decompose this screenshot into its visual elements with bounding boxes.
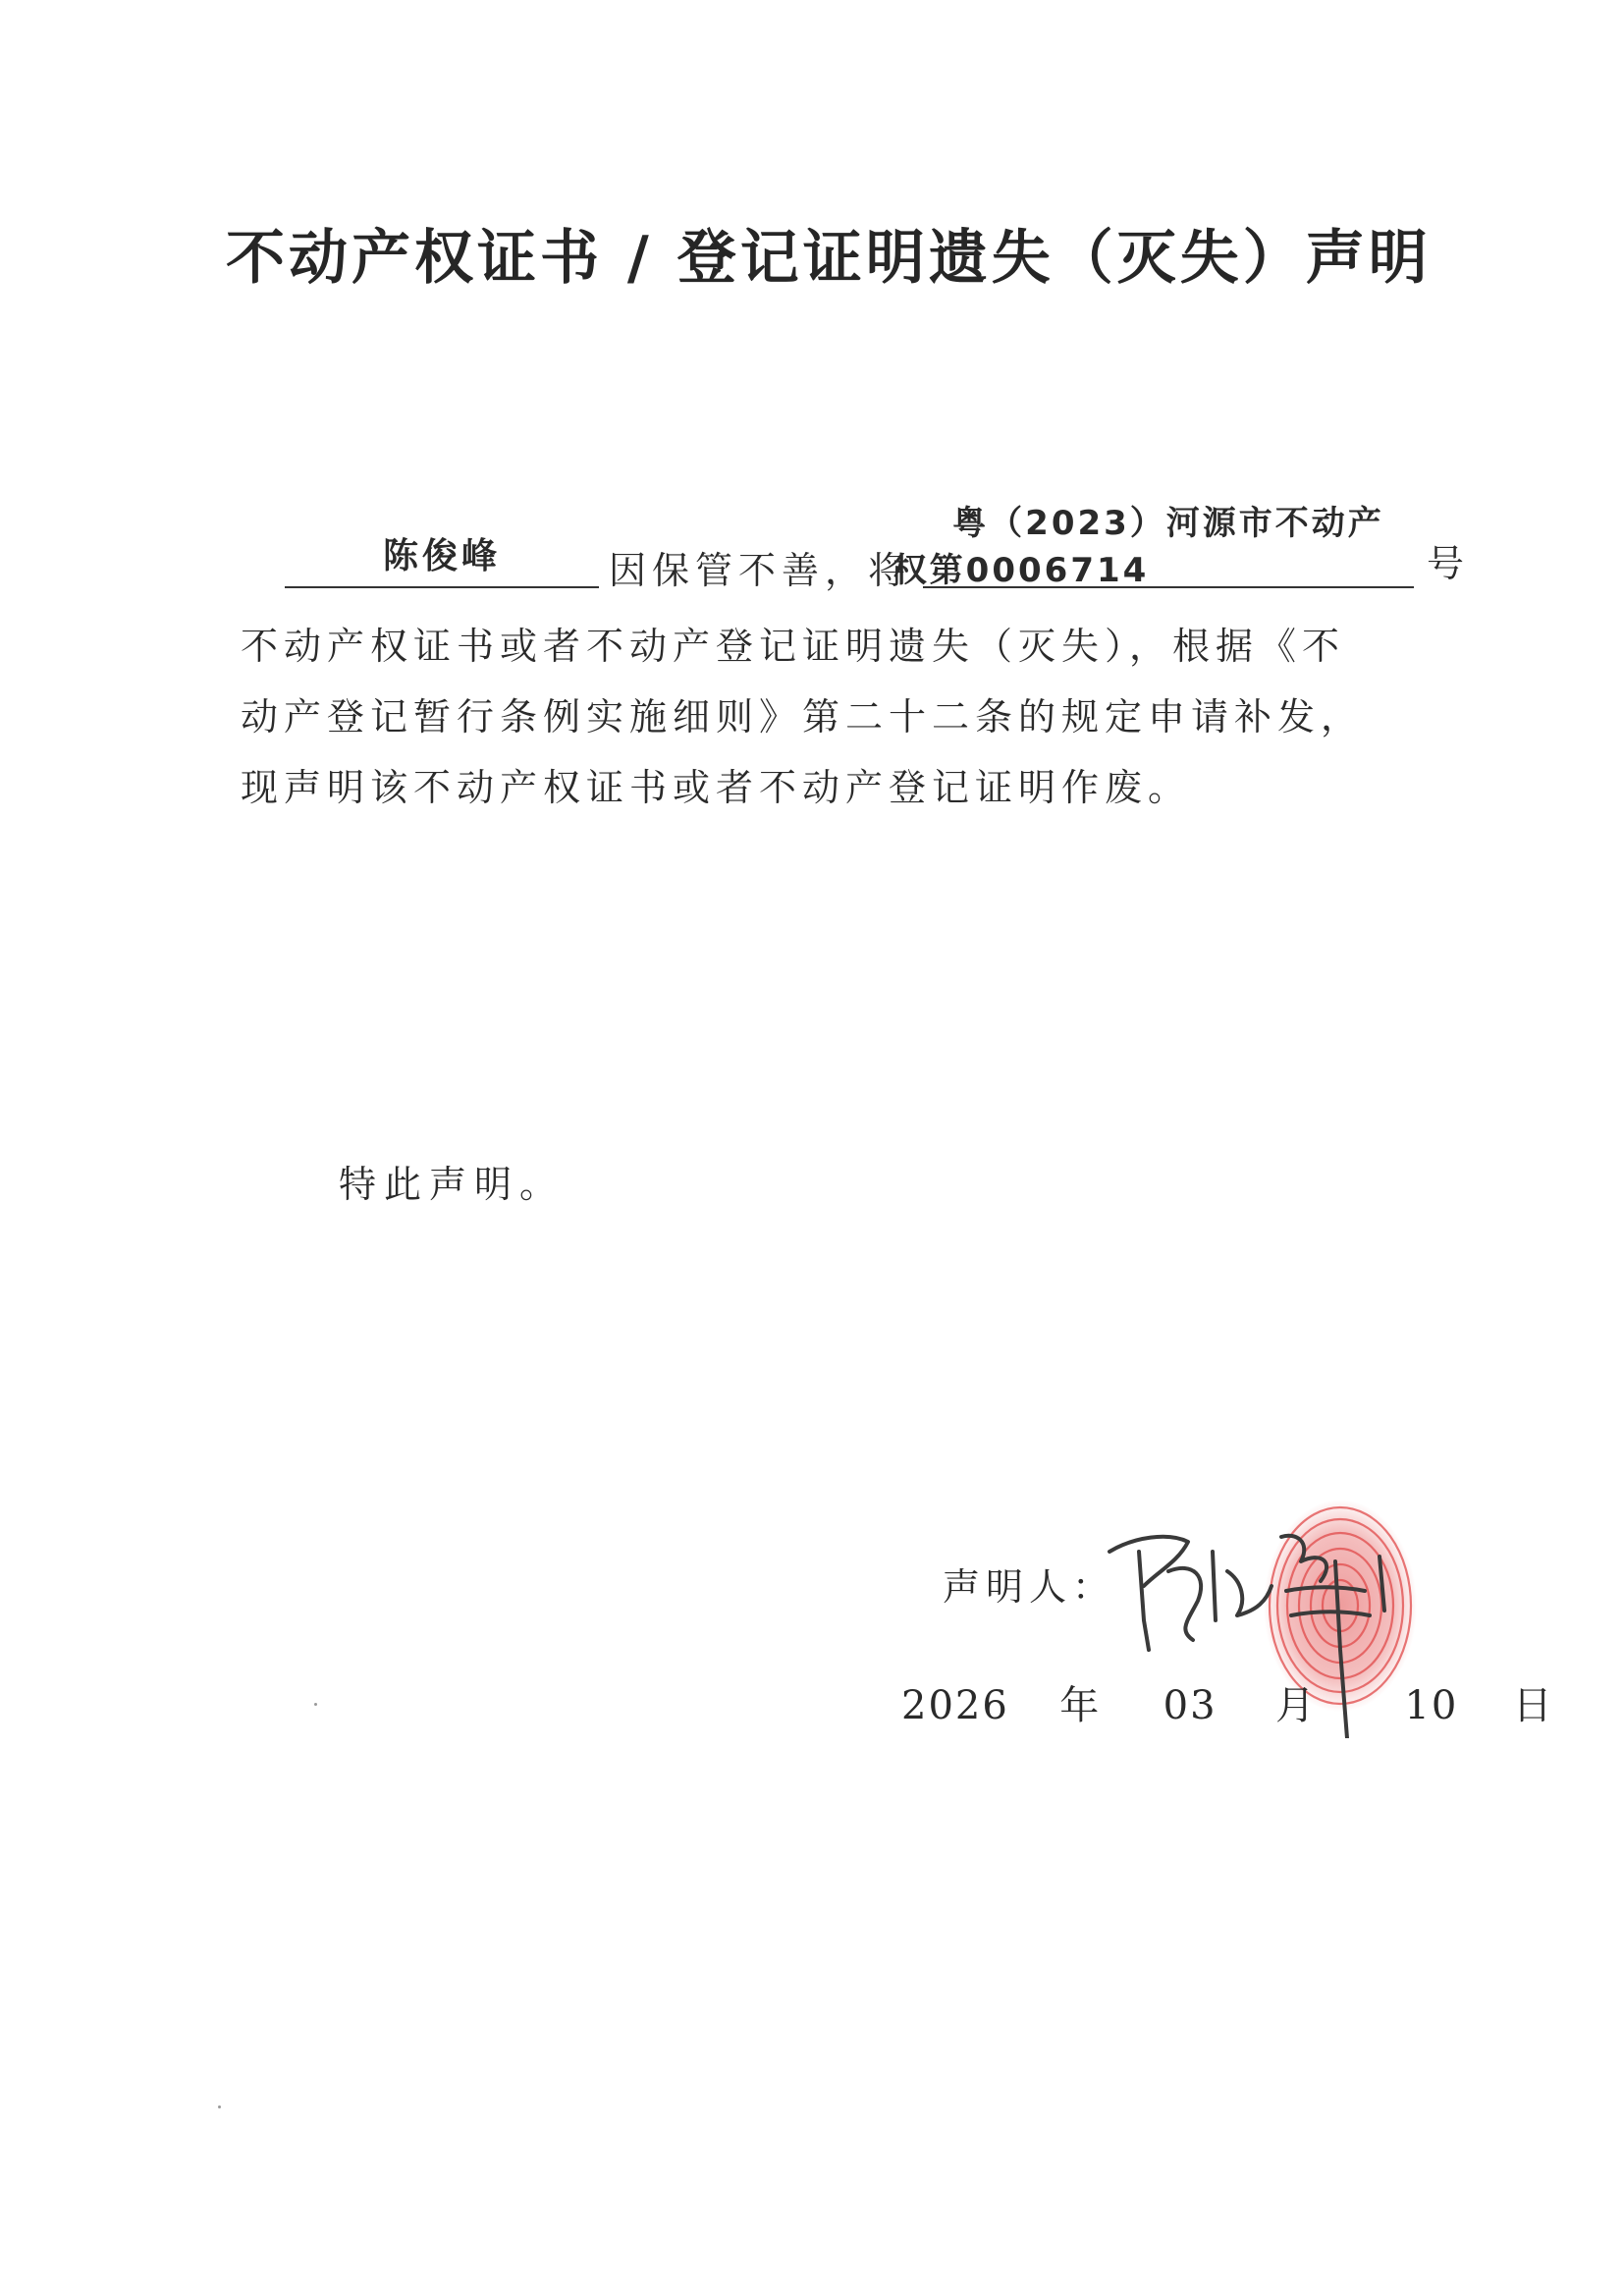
certificate-number-line2: 权第0006714 — [893, 551, 1150, 590]
certificate-number-field — [893, 496, 1414, 590]
declaration-first-line — [241, 496, 1471, 594]
date-year: 2026 — [901, 1683, 1009, 1728]
body-line: 动产登记暂行条例实施细则》第二十二条的规定申请补发， — [241, 695, 1365, 738]
declarant-label: 声明人： — [943, 1565, 1116, 1609]
scan-speck — [314, 1703, 317, 1706]
date-year-unit: 年 — [1059, 1683, 1102, 1728]
date-day-unit: 日 — [1512, 1683, 1554, 1728]
date-day: 10 — [1404, 1683, 1459, 1728]
document-title: 不动产权证书 / 登记证明遗失（灭失）声明 — [226, 224, 1432, 293]
declarant-name-field: 陈俊峰 — [285, 496, 599, 588]
date-month-unit: 月 — [1275, 1683, 1318, 1728]
reason-text: 因保管不善，将 — [609, 549, 912, 592]
hao-text: 号 — [1427, 542, 1471, 585]
body-line: 不动产权证书或者不动产登记证明遗失（灭失），根据《不 — [241, 625, 1346, 668]
scan-speck — [218, 2105, 221, 2108]
special-statement: 特此声明。 — [339, 1163, 566, 1206]
body-line: 现声明该不动产权证书或者不动产登记证明作废。 — [241, 766, 1192, 809]
declaration-body — [241, 611, 1419, 823]
declaration-date — [901, 1674, 1554, 1730]
certificate-number-line1: 粤（2023）河源市不动产 — [952, 504, 1384, 543]
date-month: 03 — [1163, 1683, 1217, 1728]
